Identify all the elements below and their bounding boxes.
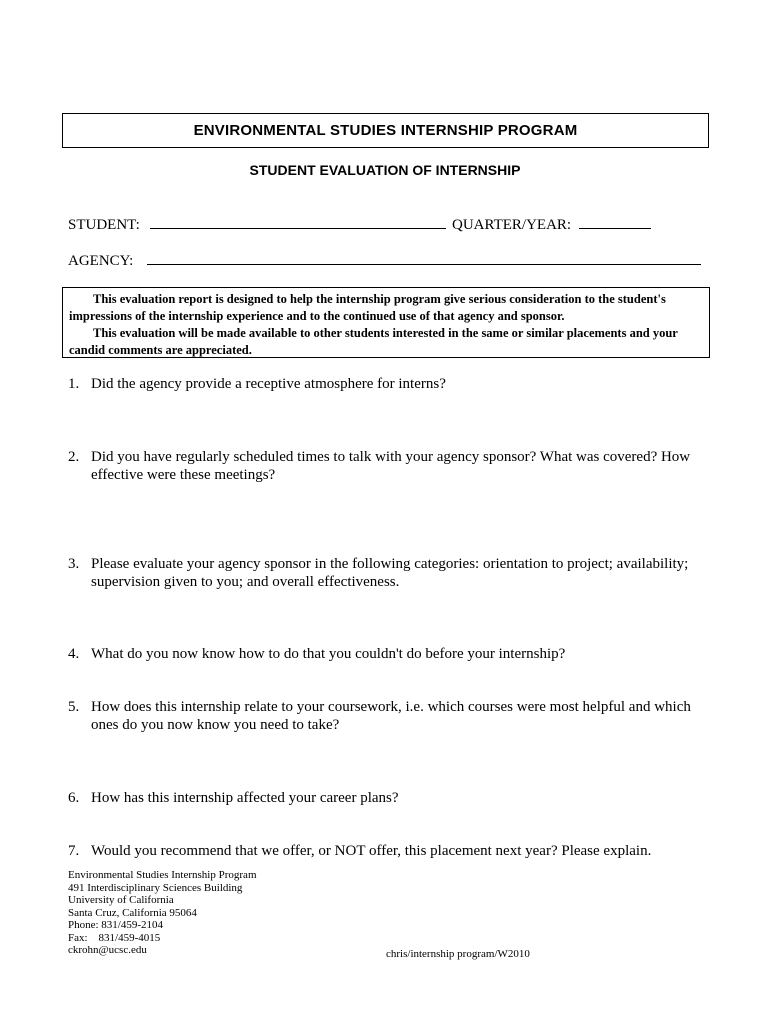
agency-label: AGENCY: [68, 253, 134, 269]
question-text: Did you have regularly scheduled times to talk with your agency sponsor? What was covered? How effective were these meetings? [91, 449, 691, 483]
program-title-box [62, 113, 709, 148]
notice-paragraph-1: This evaluation report is designed to help the internship program give serious consideration to the student's impressions of the internship experience and to the continued use of that agency and sponsor. [69, 292, 666, 323]
quarter-field-row [452, 216, 651, 234]
agency-input-line[interactable] [147, 252, 701, 265]
question-number: 1. [68, 376, 80, 392]
question-number: 3. [68, 556, 80, 572]
question-text: How does this internship relate to your coursework, i.e. which courses were most helpful and which ones do you now know you need to take? [91, 699, 691, 733]
question-text: Did the agency provide a receptive atmosphere for interns? [91, 376, 446, 392]
program-title: ENVIRONMENTAL STUDIES INTERNSHIP PROGRAM [193, 122, 578, 139]
footer-line: Environmental Studies Internship Program [68, 869, 257, 881]
notice-paragraph-2: This evaluation will be made available to other students interested in the same or similar placements and your candid comments are appreciated. [69, 326, 678, 357]
quarter-year-input-line[interactable] [579, 216, 651, 229]
footer-line: 491 Interdisciplinary Sciences Building [68, 881, 243, 894]
student-field-row [68, 216, 446, 234]
question-text: Would you recommend that we offer, or NOT offer, this placement next year? Please explain. [91, 843, 652, 859]
form-title: STUDENT EVALUATION OF INTERNSHIP [249, 162, 521, 178]
notice-box [62, 287, 710, 358]
footer-line: Santa Cruz, California 95064 [68, 906, 197, 919]
footer-line: Fax: 831/459-4015 [68, 931, 161, 944]
question-number: 5. [68, 699, 80, 715]
footer-line: Phone: 831/459-2104 [68, 919, 164, 931]
file-reference: chris/internship program/W2010 [386, 948, 530, 960]
question-number: 6. [68, 790, 80, 806]
question-number: 4. [68, 646, 80, 662]
footer-line: University of California [68, 894, 174, 906]
student-input-line[interactable] [150, 216, 446, 229]
footer-email: ckrohn@ucsc.edu [68, 944, 147, 956]
question-text: How has this internship affected your career plans? [91, 790, 399, 806]
question-number: 7. [68, 843, 80, 859]
quarter-year-label: QUARTER/YEAR: [452, 217, 572, 233]
agency-field-row [68, 252, 701, 270]
question-text: What do you now know how to do that you couldn't do before your internship? [91, 646, 566, 662]
question-number: 2. [68, 449, 80, 465]
student-label: STUDENT: [68, 217, 140, 233]
question-text: Please evaluate your agency sponsor in the following categories: orientation to project; availability; supervision given to you; and overall effectiveness. [91, 556, 689, 590]
footer-address [68, 869, 257, 957]
